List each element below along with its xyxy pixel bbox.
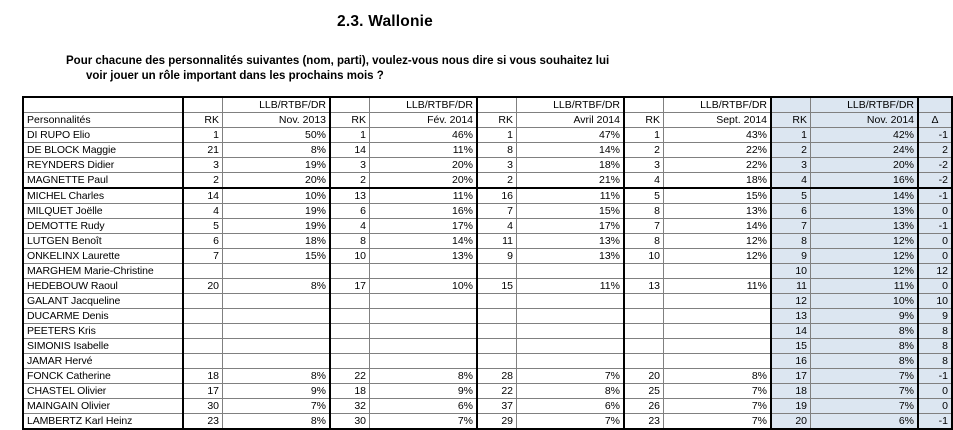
row-rank-wave-2	[330, 354, 370, 369]
survey-question	[0, 54, 770, 84]
row-rank-wave-3: 16	[477, 188, 517, 204]
row-rank-wave-1: 4	[183, 204, 223, 219]
row-rank-wave-5: 10	[771, 264, 811, 279]
row-delta: -2	[918, 173, 952, 189]
header-wave-5: Nov. 2014	[811, 113, 919, 128]
row-rank-wave-5: 7	[771, 219, 811, 234]
row-delta: -1	[918, 128, 952, 143]
row-value-wave-5: 9%	[811, 309, 919, 324]
page-title: 2.3. Wallonie	[337, 13, 433, 30]
row-value-wave-5: 42%	[811, 128, 919, 143]
row-value-wave-1: 8%	[223, 143, 331, 158]
table-row	[23, 324, 952, 339]
row-delta: 0	[918, 384, 952, 399]
table-body	[23, 128, 952, 430]
row-value-wave-1: 18%	[223, 234, 331, 249]
table-header-row-labels	[23, 113, 952, 128]
row-rank-wave-2: 4	[330, 219, 370, 234]
row-rank-wave-2: 13	[330, 188, 370, 204]
row-value-wave-5: 12%	[811, 234, 919, 249]
row-value-wave-4	[664, 264, 772, 279]
row-value-wave-4	[664, 309, 772, 324]
row-rank-wave-4: 25	[624, 384, 664, 399]
table-row	[23, 204, 952, 219]
row-value-wave-3	[517, 354, 625, 369]
row-rank-wave-5: 2	[771, 143, 811, 158]
row-personality-name: DI RUPO Elio	[23, 128, 183, 143]
row-value-wave-1: 9%	[223, 384, 331, 399]
row-personality-name: PEETERS Kris	[23, 324, 183, 339]
row-value-wave-1: 8%	[223, 369, 331, 384]
row-rank-wave-2: 18	[330, 384, 370, 399]
header-source-wave-3: LLB/RTBF/DR	[517, 97, 625, 113]
row-rank-wave-2: 30	[330, 414, 370, 430]
table-row	[23, 234, 952, 249]
header-spacer-rk-5	[771, 97, 811, 113]
row-personality-name: DUCARME Denis	[23, 309, 183, 324]
row-rank-wave-4	[624, 264, 664, 279]
row-delta: 8	[918, 339, 952, 354]
row-personality-name: LUTGEN Benoît	[23, 234, 183, 249]
row-delta: -1	[918, 188, 952, 204]
row-personality-name: MAGNETTE Paul	[23, 173, 183, 189]
header-wave-2: Fév. 2014	[370, 113, 478, 128]
row-value-wave-5: 10%	[811, 294, 919, 309]
row-value-wave-2: 6%	[370, 399, 478, 414]
row-value-wave-2	[370, 339, 478, 354]
row-rank-wave-5: 6	[771, 204, 811, 219]
header-spacer-delta	[918, 97, 952, 113]
row-value-wave-4	[664, 294, 772, 309]
row-rank-wave-1: 3	[183, 158, 223, 173]
row-value-wave-5: 13%	[811, 219, 919, 234]
row-rank-wave-2: 2	[330, 173, 370, 189]
row-rank-wave-4: 1	[624, 128, 664, 143]
question-line-2: voir jouer un rôle important dans les prochains mois ?	[86, 70, 384, 82]
table-row	[23, 399, 952, 414]
row-rank-wave-3: 29	[477, 414, 517, 430]
row-rank-wave-5: 19	[771, 399, 811, 414]
row-value-wave-1: 15%	[223, 249, 331, 264]
row-value-wave-1: 20%	[223, 173, 331, 189]
row-delta: 0	[918, 204, 952, 219]
row-value-wave-3: 13%	[517, 249, 625, 264]
row-value-wave-3	[517, 264, 625, 279]
row-rank-wave-4	[624, 294, 664, 309]
row-rank-wave-5: 20	[771, 414, 811, 430]
header-source-wave-1: LLB/RTBF/DR	[223, 97, 331, 113]
row-rank-wave-1: 20	[183, 279, 223, 294]
row-rank-wave-3: 8	[477, 143, 517, 158]
row-delta: 8	[918, 354, 952, 369]
document-page	[0, 8, 948, 427]
row-rank-wave-2	[330, 264, 370, 279]
row-rank-wave-3: 4	[477, 219, 517, 234]
row-personality-name: GALANT Jacqueline	[23, 294, 183, 309]
table-row	[23, 279, 952, 294]
row-value-wave-3: 11%	[517, 188, 625, 204]
row-value-wave-5: 8%	[811, 324, 919, 339]
header-spacer-rk-4	[624, 97, 664, 113]
row-rank-wave-3: 11	[477, 234, 517, 249]
row-rank-wave-5: 3	[771, 158, 811, 173]
row-value-wave-2: 13%	[370, 249, 478, 264]
row-rank-wave-2: 3	[330, 158, 370, 173]
row-value-wave-1	[223, 354, 331, 369]
row-personality-name: FONCK Catherine	[23, 369, 183, 384]
row-personality-name: MAINGAIN Olivier	[23, 399, 183, 414]
row-value-wave-2: 10%	[370, 279, 478, 294]
table-row	[23, 158, 952, 173]
table-row	[23, 414, 952, 430]
row-personality-name: MARGHEM Marie-Christine	[23, 264, 183, 279]
row-rank-wave-1: 14	[183, 188, 223, 204]
row-value-wave-1: 19%	[223, 219, 331, 234]
row-delta: 8	[918, 324, 952, 339]
row-rank-wave-2	[330, 324, 370, 339]
row-value-wave-3	[517, 324, 625, 339]
row-rank-wave-4: 10	[624, 249, 664, 264]
row-value-wave-1	[223, 339, 331, 354]
row-value-wave-3: 11%	[517, 279, 625, 294]
row-delta: -1	[918, 219, 952, 234]
row-value-wave-4: 12%	[664, 249, 772, 264]
row-value-wave-5: 7%	[811, 399, 919, 414]
row-value-wave-3	[517, 294, 625, 309]
row-value-wave-5: 8%	[811, 339, 919, 354]
row-value-wave-4: 12%	[664, 234, 772, 249]
row-value-wave-1: 8%	[223, 414, 331, 430]
row-delta: -1	[918, 369, 952, 384]
row-rank-wave-3: 28	[477, 369, 517, 384]
row-value-wave-3: 18%	[517, 158, 625, 173]
row-rank-wave-3: 3	[477, 158, 517, 173]
row-personality-name: ONKELINX Laurette	[23, 249, 183, 264]
row-value-wave-2	[370, 354, 478, 369]
row-rank-wave-3: 22	[477, 384, 517, 399]
row-rank-wave-5: 15	[771, 339, 811, 354]
row-rank-wave-3	[477, 264, 517, 279]
header-spacer-rk-3	[477, 97, 517, 113]
table-header	[23, 97, 952, 128]
row-delta: 0	[918, 249, 952, 264]
row-rank-wave-5: 13	[771, 309, 811, 324]
row-rank-wave-3	[477, 309, 517, 324]
row-value-wave-2: 8%	[370, 369, 478, 384]
table-header-row-source	[23, 97, 952, 113]
row-value-wave-5: 8%	[811, 354, 919, 369]
row-rank-wave-5: 11	[771, 279, 811, 294]
row-delta: 10	[918, 294, 952, 309]
row-rank-wave-4	[624, 354, 664, 369]
header-rk-3: RK	[477, 113, 517, 128]
row-delta: 0	[918, 399, 952, 414]
row-value-wave-4	[664, 339, 772, 354]
row-delta: 0	[918, 279, 952, 294]
row-value-wave-3: 13%	[517, 234, 625, 249]
row-value-wave-2: 17%	[370, 219, 478, 234]
row-rank-wave-4: 13	[624, 279, 664, 294]
row-value-wave-2: 11%	[370, 188, 478, 204]
row-value-wave-2: 9%	[370, 384, 478, 399]
row-value-wave-1: 7%	[223, 399, 331, 414]
row-personality-name: MILQUET Joëlle	[23, 204, 183, 219]
row-value-wave-4: 22%	[664, 143, 772, 158]
row-rank-wave-3: 37	[477, 399, 517, 414]
row-value-wave-3: 8%	[517, 384, 625, 399]
row-value-wave-3: 47%	[517, 128, 625, 143]
row-rank-wave-4: 3	[624, 158, 664, 173]
row-rank-wave-4: 4	[624, 173, 664, 189]
row-value-wave-5: 13%	[811, 204, 919, 219]
row-value-wave-3: 15%	[517, 204, 625, 219]
row-value-wave-5: 16%	[811, 173, 919, 189]
row-value-wave-4: 7%	[664, 399, 772, 414]
row-personality-name: REYNDERS Didier	[23, 158, 183, 173]
row-rank-wave-3: 2	[477, 173, 517, 189]
row-rank-wave-1: 5	[183, 219, 223, 234]
row-rank-wave-4: 8	[624, 234, 664, 249]
row-rank-wave-1	[183, 294, 223, 309]
table-row	[23, 219, 952, 234]
header-source-wave-2: LLB/RTBF/DR	[370, 97, 478, 113]
row-rank-wave-5: 5	[771, 188, 811, 204]
row-value-wave-4: 43%	[664, 128, 772, 143]
row-rank-wave-5: 8	[771, 234, 811, 249]
row-value-wave-4: 8%	[664, 369, 772, 384]
header-spacer-name	[23, 97, 183, 113]
row-rank-wave-3: 9	[477, 249, 517, 264]
row-value-wave-1	[223, 264, 331, 279]
row-rank-wave-2: 14	[330, 143, 370, 158]
table-row	[23, 294, 952, 309]
row-rank-wave-5: 16	[771, 354, 811, 369]
row-value-wave-5: 20%	[811, 158, 919, 173]
row-value-wave-2: 11%	[370, 143, 478, 158]
row-rank-wave-4	[624, 324, 664, 339]
row-rank-wave-1: 30	[183, 399, 223, 414]
table-row	[23, 354, 952, 369]
row-value-wave-2: 14%	[370, 234, 478, 249]
row-value-wave-2: 16%	[370, 204, 478, 219]
header-personalities: Personnalités	[23, 113, 183, 128]
row-value-wave-1: 10%	[223, 188, 331, 204]
row-value-wave-3: 17%	[517, 219, 625, 234]
row-rank-wave-1: 18	[183, 369, 223, 384]
row-value-wave-3	[517, 309, 625, 324]
table-row	[23, 384, 952, 399]
row-rank-wave-2	[330, 309, 370, 324]
row-delta: -2	[918, 158, 952, 173]
row-rank-wave-3: 7	[477, 204, 517, 219]
row-value-wave-4: 7%	[664, 384, 772, 399]
row-value-wave-3: 7%	[517, 414, 625, 430]
row-rank-wave-4: 2	[624, 143, 664, 158]
row-value-wave-3: 6%	[517, 399, 625, 414]
row-value-wave-1	[223, 324, 331, 339]
row-value-wave-3: 14%	[517, 143, 625, 158]
row-personality-name: SIMONIS Isabelle	[23, 339, 183, 354]
table-row	[23, 339, 952, 354]
row-value-wave-2	[370, 309, 478, 324]
row-rank-wave-3: 15	[477, 279, 517, 294]
row-value-wave-2	[370, 294, 478, 309]
row-value-wave-4: 14%	[664, 219, 772, 234]
row-rank-wave-4: 7	[624, 219, 664, 234]
table-row	[23, 309, 952, 324]
row-value-wave-4: 13%	[664, 204, 772, 219]
row-value-wave-1: 19%	[223, 158, 331, 173]
row-personality-name: LAMBERTZ Karl Heinz	[23, 414, 183, 430]
row-value-wave-5: 7%	[811, 384, 919, 399]
row-rank-wave-1: 1	[183, 128, 223, 143]
row-rank-wave-4	[624, 339, 664, 354]
row-value-wave-3: 7%	[517, 369, 625, 384]
header-wave-1: Nov. 2013	[223, 113, 331, 128]
header-rk-4: RK	[624, 113, 664, 128]
row-rank-wave-4: 20	[624, 369, 664, 384]
row-personality-name: MICHEL Charles	[23, 188, 183, 204]
table-row	[23, 143, 952, 158]
row-rank-wave-1: 23	[183, 414, 223, 430]
row-value-wave-3	[517, 339, 625, 354]
row-rank-wave-4: 26	[624, 399, 664, 414]
row-rank-wave-5: 1	[771, 128, 811, 143]
row-rank-wave-2: 32	[330, 399, 370, 414]
row-value-wave-3: 21%	[517, 173, 625, 189]
row-rank-wave-2: 10	[330, 249, 370, 264]
row-personality-name: DEMOTTE Rudy	[23, 219, 183, 234]
table-row	[23, 128, 952, 143]
row-personality-name: JAMAR Hervé	[23, 354, 183, 369]
row-delta: 9	[918, 309, 952, 324]
row-personality-name: DE BLOCK Maggie	[23, 143, 183, 158]
row-value-wave-1: 19%	[223, 204, 331, 219]
row-value-wave-4	[664, 324, 772, 339]
row-value-wave-1: 8%	[223, 279, 331, 294]
row-rank-wave-1: 21	[183, 143, 223, 158]
row-value-wave-5: 7%	[811, 369, 919, 384]
header-rk-2: RK	[330, 113, 370, 128]
row-rank-wave-5: 9	[771, 249, 811, 264]
results-table	[22, 96, 953, 430]
row-rank-wave-4	[624, 309, 664, 324]
row-value-wave-4	[664, 354, 772, 369]
header-spacer-rk-1	[183, 97, 223, 113]
row-rank-wave-5: 14	[771, 324, 811, 339]
row-rank-wave-3: 1	[477, 128, 517, 143]
table-row	[23, 369, 952, 384]
row-delta: -1	[918, 414, 952, 430]
row-rank-wave-1: 17	[183, 384, 223, 399]
header-source-wave-5: LLB/RTBF/DR	[811, 97, 919, 113]
row-value-wave-4: 18%	[664, 173, 772, 189]
row-value-wave-1: 50%	[223, 128, 331, 143]
header-spacer-rk-2	[330, 97, 370, 113]
row-rank-wave-1	[183, 324, 223, 339]
row-value-wave-4: 22%	[664, 158, 772, 173]
row-rank-wave-3	[477, 354, 517, 369]
table-row	[23, 264, 952, 279]
header-delta: Δ	[918, 113, 952, 128]
row-rank-wave-3	[477, 294, 517, 309]
row-value-wave-5: 12%	[811, 249, 919, 264]
row-rank-wave-5: 17	[771, 369, 811, 384]
row-rank-wave-2: 1	[330, 128, 370, 143]
row-rank-wave-3	[477, 339, 517, 354]
row-rank-wave-2: 22	[330, 369, 370, 384]
row-rank-wave-1: 6	[183, 234, 223, 249]
results-table-container	[22, 96, 948, 430]
row-rank-wave-4: 5	[624, 188, 664, 204]
row-rank-wave-3	[477, 324, 517, 339]
row-delta: 12	[918, 264, 952, 279]
row-value-wave-1	[223, 294, 331, 309]
row-value-wave-5: 11%	[811, 279, 919, 294]
row-rank-wave-2: 17	[330, 279, 370, 294]
row-value-wave-2	[370, 324, 478, 339]
row-personality-name: CHASTEL Olivier	[23, 384, 183, 399]
row-value-wave-5: 14%	[811, 188, 919, 204]
row-rank-wave-1	[183, 264, 223, 279]
header-source-wave-4: LLB/RTBF/DR	[664, 97, 772, 113]
row-value-wave-2	[370, 264, 478, 279]
row-rank-wave-1: 2	[183, 173, 223, 189]
header-wave-4: Sept. 2014	[664, 113, 772, 128]
row-value-wave-5: 24%	[811, 143, 919, 158]
header-wave-3: Avril 2014	[517, 113, 625, 128]
row-value-wave-1	[223, 309, 331, 324]
row-rank-wave-2	[330, 294, 370, 309]
row-rank-wave-2	[330, 339, 370, 354]
row-value-wave-5: 12%	[811, 264, 919, 279]
row-value-wave-2: 20%	[370, 158, 478, 173]
table-row	[23, 173, 952, 189]
row-rank-wave-5: 4	[771, 173, 811, 189]
row-rank-wave-1	[183, 309, 223, 324]
row-rank-wave-1	[183, 354, 223, 369]
table-row	[23, 249, 952, 264]
row-delta: 2	[918, 143, 952, 158]
row-rank-wave-4: 8	[624, 204, 664, 219]
row-value-wave-2: 46%	[370, 128, 478, 143]
question-line-1: Pour chacune des personnalités suivantes (nom, parti), voulez-vous nous dire si vous souhaitez lui	[66, 55, 610, 67]
row-rank-wave-2: 8	[330, 234, 370, 249]
row-value-wave-4: 15%	[664, 188, 772, 204]
header-rk-5: RK	[771, 113, 811, 128]
row-rank-wave-2: 6	[330, 204, 370, 219]
row-rank-wave-1: 7	[183, 249, 223, 264]
row-rank-wave-1	[183, 339, 223, 354]
row-value-wave-4: 7%	[664, 414, 772, 430]
header-rk-1: RK	[183, 113, 223, 128]
row-rank-wave-5: 12	[771, 294, 811, 309]
row-personality-name: HEDEBOUW Raoul	[23, 279, 183, 294]
row-value-wave-5: 6%	[811, 414, 919, 430]
row-delta: 0	[918, 234, 952, 249]
row-rank-wave-4: 23	[624, 414, 664, 430]
table-row	[23, 188, 952, 204]
row-value-wave-2: 20%	[370, 173, 478, 189]
row-value-wave-4: 11%	[664, 279, 772, 294]
row-rank-wave-5: 18	[771, 384, 811, 399]
row-value-wave-2: 7%	[370, 414, 478, 430]
